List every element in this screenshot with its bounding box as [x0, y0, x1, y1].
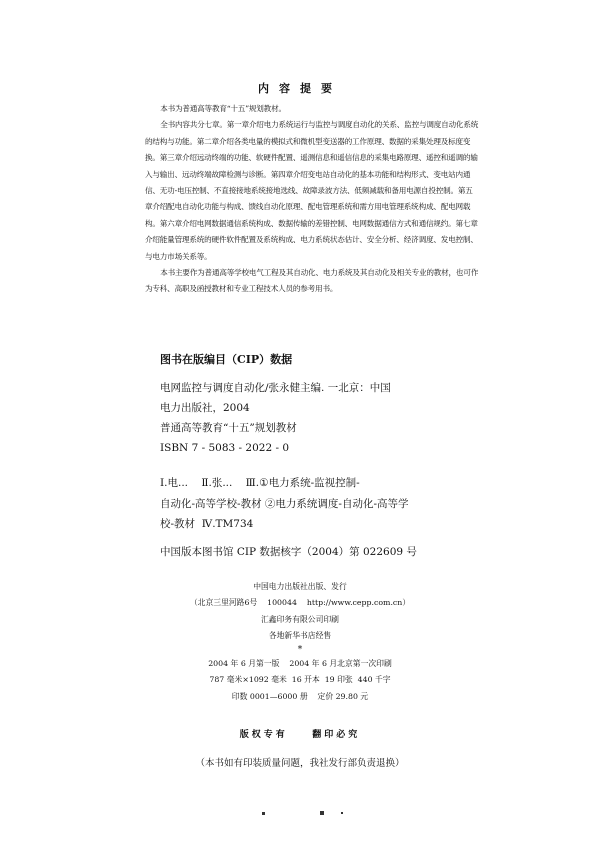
address-line: （北京三里河路6号 100044 http://www.cepp.com.cn）	[189, 598, 411, 608]
scan-artifact	[320, 811, 324, 815]
edition-line: 2004 年 6 月第一版 2004 年 6 月北京第一次印刷	[208, 659, 392, 669]
cip-record-line: 电网监控与调度自动化/张永健主编. 一北京：中国	[160, 382, 391, 394]
cip-record	[160, 378, 490, 458]
cip-classification-line: 自动化-高等学校-教材 ②电力系统调度-自动化-高等学	[160, 497, 409, 510]
format-line: 787 毫米×1092 毫米 16 开本 19 印张 440 千字	[209, 675, 391, 685]
cip-title: 图书在版编目（CIP）数据	[160, 353, 293, 366]
defect-notice: （本书如有印装质量问题，我社发行部负责退换）	[195, 758, 405, 769]
imprint-block	[0, 579, 600, 705]
printer-line: 汇鑫印务有限公司印刷	[261, 614, 339, 624]
scan-artifact	[262, 812, 265, 815]
distributor-line: 各地新华书店经售	[268, 630, 332, 640]
cip-record-line: 电力出版社，2004	[160, 402, 250, 414]
cip-record-line: 普通高等教育“十五”规划教材	[160, 422, 297, 434]
publisher-line: 中国电力出版社出版、发行	[253, 582, 347, 591]
scan-artifact	[341, 812, 343, 814]
summary-heading: 内容提要	[258, 82, 342, 95]
summary-paragraph: 全书内容共分七章。第一章介绍电力系统运行与监控与调度自动化的关系、监控与调度自动化系统的结构与功能。第二章介绍各类电量的模拟式和微机型变送器的工作原理、数据的采集处理及标度变换。第三章介绍远动终端的功能、软硬件配置、遥测信息和遥信信息的采集电路原理、遥控和遥调的输入与输出、远动终端故障检测与诊断。第四章介绍变电站自动化的基本功能和结构形式、变电站内通信、无功-电压控制、不直接接地系统接地选线、故障录波方法、低频减载和备用电源自投控制。第五章介绍配电自动化功能与构成、馈线自动化原理、配电管理系统和需方用电管理系统构成、配电网载构。第六章介绍电网数据通信系统构成、数据传输的差错控制、电网数据通信方式和通信规约。第七章介绍能量管理系统的硬件软件配置及系统构成、电力系统状态估计、安全分析、经济调度、发电控制、与电力市场关系等。	[145, 120, 479, 261]
summary-paragraph: 本书主要作为普通高等学校电气工程及其自动化、电力系统及其自动化及相关专业的教材，也可作为专科、高职及函授教材和专业工程技术人员的参考用书。	[145, 268, 479, 294]
cip-classification-line: 校-教材 Ⅳ.TM734	[160, 518, 254, 530]
cip-record-line: ISBN 7 - 5083 - 2022 - 0	[160, 442, 290, 454]
cip-classification	[160, 473, 490, 535]
separator-star: *	[297, 645, 303, 656]
print-run-line: 印数 0001—6000 册 定价 29.80 元	[231, 691, 369, 701]
copyright-notice: 版权专有 翻印必究	[239, 730, 361, 740]
cip-classification-line: Ⅰ.电... Ⅱ.张... Ⅲ.①电力系统-监视控制-	[160, 477, 360, 489]
cip-check-number: 中国版本图书馆 CIP 数据核字（2004）第 022609 号	[160, 546, 417, 558]
summary-paragraph: 本书为普通高等教育“十五”规划教材。	[160, 104, 286, 113]
summary-text	[145, 101, 480, 298]
